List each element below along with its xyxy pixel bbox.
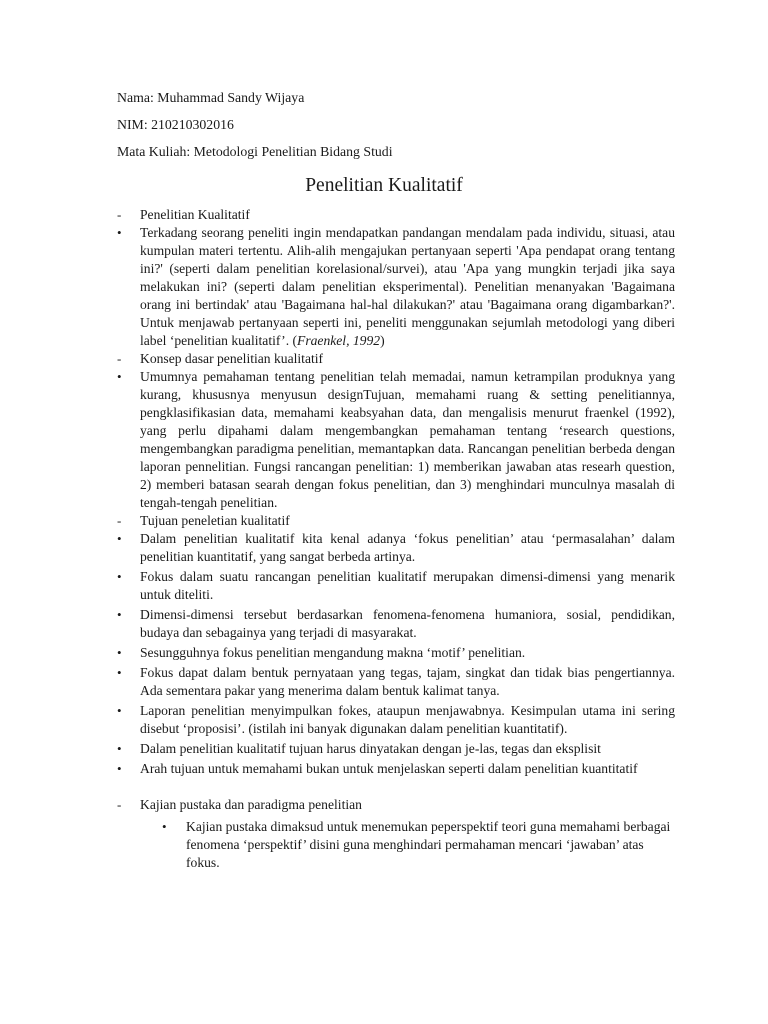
document-body bbox=[117, 206, 675, 872]
dash-marker: - bbox=[117, 797, 122, 812]
section-heading-text: Penelitian Kualitatif bbox=[140, 207, 250, 222]
bullet-item bbox=[117, 568, 675, 604]
bullet-item bbox=[117, 224, 675, 350]
section-heading-text: Konsep dasar penelitian kualitatif bbox=[140, 351, 324, 366]
bullet-text: Sesungguhnya fokus penelitian mengandung makna ‘motif’ penelitian. bbox=[140, 645, 526, 660]
bullet-text: Umumnya pemahaman tentang penelitian telah memadai, namun ketrampilan produknya yang kurang, khususnya menyusun designTujuan, memahami ruang & setting penelitiannya, pengklasifikasian data, memahami keabsyahan data, dan mengalisis menurut fraenkel (1992), yang perlu dipahami dalam mengembangkan pemahaman tentang ‘research questions, mengembangkan paradigma penelitian, memantapkan data. Rancangan penelitian berbeda dengan laporan pennelitian. Fungsi rancangan penelitian: 1) memberikan jawaban atas researh question, 2) memberi batasan searah dengan fokus penelitian, dan 3) menghindari munculnya masalah di tengah-tengah penelitian. bbox=[140, 369, 675, 510]
bullet-text: Fokus dapat dalam bentuk pernyataan yang tegas, tajam, singkat dan tidak bias pengertiannya. Ada sementara pakar yang menerima dalam bentuk kalimat tanya. bbox=[140, 665, 675, 698]
section-heading bbox=[117, 350, 675, 368]
bullet-marker: • bbox=[162, 819, 167, 834]
course-name: Mata Kuliah: Metodologi Penelitian Bidang Studi bbox=[117, 144, 393, 159]
student-nim: NIM: 210210302016 bbox=[117, 117, 234, 132]
bullet-marker: • bbox=[117, 665, 122, 680]
bullet-item bbox=[117, 760, 675, 778]
dash-marker: - bbox=[117, 351, 122, 366]
bullet-marker: • bbox=[117, 531, 122, 546]
dash-marker: - bbox=[117, 207, 122, 222]
bullet-text: Dalam penelitian kualitatif tujuan harus dinyatakan dengan je-las, tegas dan eksplisit bbox=[140, 741, 601, 756]
bullet-marker: • bbox=[117, 703, 122, 718]
citation: Fraenkel, 1992 bbox=[297, 333, 381, 348]
bullet-item bbox=[117, 702, 675, 738]
section-heading-text: Kajian pustaka dan paradigma penelitian bbox=[140, 797, 362, 812]
section-heading bbox=[117, 796, 675, 814]
bullet-marker: • bbox=[117, 225, 122, 240]
bullet-marker: • bbox=[117, 607, 122, 622]
nested-bullet-item bbox=[162, 818, 675, 872]
document-title: Penelitian Kualitatif bbox=[305, 175, 463, 196]
bullet-item bbox=[117, 530, 675, 566]
bullet-item bbox=[117, 644, 675, 662]
bullet-text: Dalam penelitian kualitatif kita kenal adanya ‘fokus penelitian’ atau ‘permasalahan’ dalam penelitian kuantitatif, yang sangat berbeda artinya. bbox=[140, 531, 675, 564]
bullet-text: Fokus dalam suatu rancangan penelitian kualitatif merupakan dimensi-dimensi yang menarik untuk diteliti. bbox=[140, 569, 675, 602]
bullet-marker: • bbox=[117, 569, 122, 584]
bullet-text: Arah tujuan untuk memahami bukan untuk menjelaskan seperti dalam penelitian kuantitatif bbox=[140, 761, 638, 776]
bullet-item bbox=[117, 664, 675, 700]
section-heading bbox=[117, 512, 675, 530]
student-name: Nama: Muhammad Sandy Wijaya bbox=[117, 90, 305, 105]
bullet-item bbox=[117, 606, 675, 642]
bullet-text: Dimensi-dimensi tersebut berdasarkan fenomena-fenomena humaniora, sosial, pendidikan, budaya dan sebagainya yang terjadi di masyarakat. bbox=[140, 607, 675, 640]
bullet-marker: • bbox=[117, 761, 122, 776]
bullet-marker: • bbox=[117, 645, 122, 660]
bullet-text: Kajian pustaka dimaksud untuk menemukan peperspektif teori guna memahami berbagai fenomena ‘perspektif’ disini guna menghindari permahaman mencari ‘jawaban’ atas fokus. bbox=[186, 819, 671, 870]
section-heading bbox=[117, 206, 675, 224]
section-heading-text: Tujuan peneletian kualitatif bbox=[140, 513, 290, 528]
bullet-marker: • bbox=[117, 369, 122, 384]
bullet-text bbox=[140, 224, 675, 350]
spacer bbox=[117, 778, 675, 796]
bullet-item bbox=[117, 368, 675, 512]
paragraph-text: Terkadang seorang peneliti ingin mendapatkan pandangan mendalam pada individu, situasi, atau kumpulan materi tertentu. Alih-alih mengajukan pertanyaan seperti 'Apa pendapat orang tentang ini?' (seperti dalam penelitian korelasional/survei), atau 'Apa yang mungkin terjadi jika saya melakukan ini? (seperti dalam penelitian eksperimental). Penelitian menanyakan 'Bagaimana orang ini bertindak' atau 'Bagaimana hal-hal dilakukan?' atau 'Bagaimana orang digambarkan?'. Untuk menjawab pertanyaan seperti ini, peneliti menggunakan sejumlah metodologi yang diberi label ‘penelitian kualitatif’. ( bbox=[140, 225, 675, 348]
bullet-item bbox=[117, 740, 675, 758]
dash-marker: - bbox=[117, 513, 122, 528]
bullet-text: Laporan penelitian menyimpulkan fokes, ataupun menjawabnya. Kesimpulan utama ini sering disebut ‘proposisi’. (istilah ini banyak digunakan dalam penelitian kuantitatif). bbox=[140, 703, 675, 736]
paragraph-text-end: ) bbox=[380, 333, 385, 348]
bullet-marker: • bbox=[117, 741, 122, 756]
